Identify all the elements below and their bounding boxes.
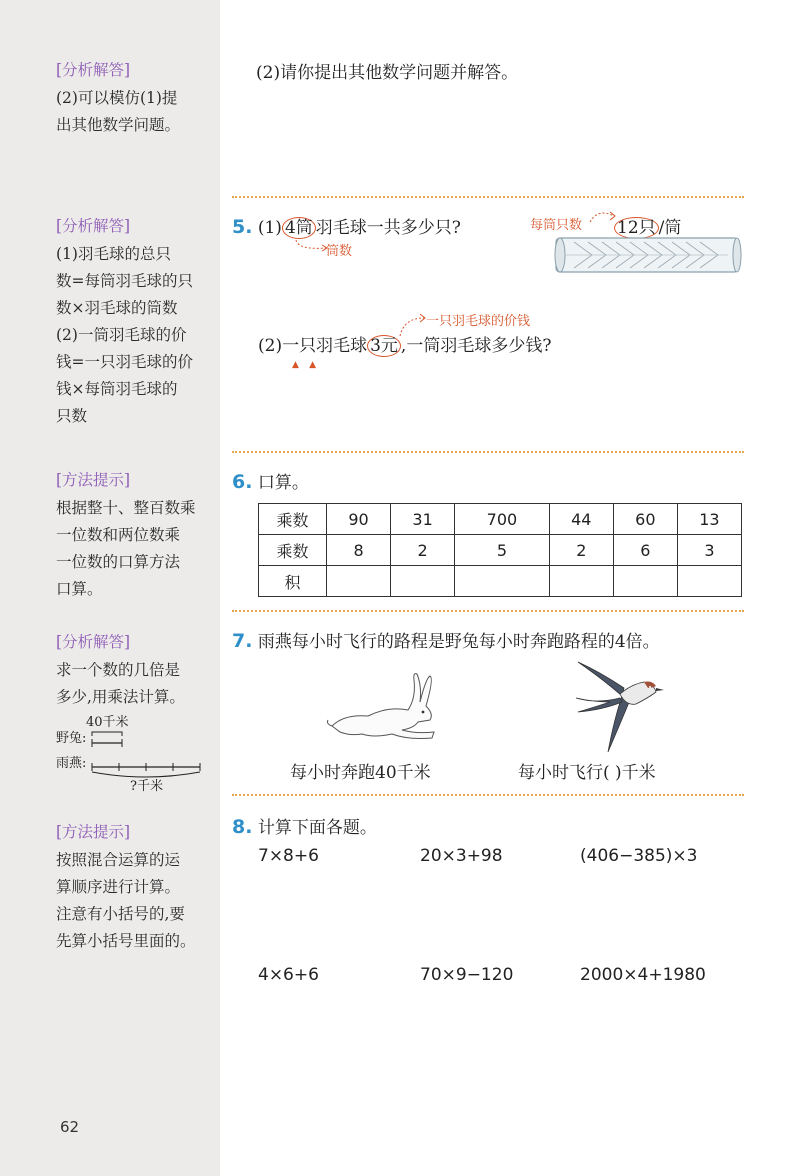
expression: 20×3+98 (420, 846, 503, 866)
sidebar-line: 口算。 (56, 580, 103, 598)
q8-number: 8. (232, 816, 253, 838)
row-header: 乘数 (259, 504, 327, 535)
q4-part2-text: (2)请你提出其他数学问题并解答。 (256, 63, 519, 83)
sidebar-line: (1)羽毛球的总只 (56, 245, 171, 263)
tube-count-circle: 12只 (614, 217, 659, 239)
sidebar-line: 算顺序进行计算。 (56, 878, 181, 896)
rabbit-caption: 每小时奔跑40千米 (290, 763, 431, 783)
emphasis-triangle: ▲ (309, 360, 317, 370)
table-row (259, 566, 742, 597)
q5-p2-question: ,一筒羽毛球多少钱? (400, 336, 552, 356)
sidebar-line: 出其他数学问题。 (56, 116, 181, 134)
q5-tube-count-circle: 4筒 (282, 217, 316, 239)
table-cell: 700 (455, 504, 550, 535)
answer-cell[interactable] (327, 566, 391, 597)
sidebar-line: 钱=一只羽毛球的价 (56, 353, 193, 371)
swallow-illustration (574, 658, 670, 754)
sidebar-line: 注意有小括号的,要 (56, 905, 185, 923)
sidebar-line: 只数 (56, 407, 88, 425)
sidebar-line: 数=每筒羽毛球的只 (56, 272, 193, 290)
q6-title: 口算。 (257, 473, 309, 493)
expression: 7×8+6 (258, 846, 319, 866)
sidebar-tag: [分析解答] (56, 61, 131, 79)
tube-unit: /筒 (658, 218, 682, 238)
shuttlecock-tube-illustration (552, 232, 742, 278)
segment-diagram (56, 712, 206, 794)
q7-heading (232, 627, 660, 652)
sidebar-line: 钱×每筒羽毛球的 (56, 380, 178, 398)
emphasis-triangle: ▲ (292, 360, 299, 370)
table-cell: 2 (391, 535, 455, 566)
diagram-bottom-label: ?千米 (130, 779, 163, 794)
table-cell: 8 (327, 535, 391, 566)
table-cell: 31 (391, 504, 455, 535)
divider (232, 610, 744, 612)
q7-text: 雨燕每小时飞行的路程是野兔每小时奔跑路程的4倍。 (257, 632, 660, 652)
sidebar-tag: [方法提示] (56, 471, 131, 489)
q6-heading (232, 468, 309, 493)
q5-number: 5. (232, 216, 253, 238)
sidebar-block-3 (56, 468, 206, 603)
sidebar-line: 根据整十、整百数乘 (56, 499, 196, 517)
sidebar-line: 按照混合运算的运 (56, 851, 181, 869)
answer-cell[interactable] (613, 566, 677, 597)
sidebar-line: 一位数的口算方法 (56, 553, 181, 571)
annotation-tubes: 筒数 (326, 244, 353, 259)
table-row (259, 535, 742, 566)
sidebar-line: 求一个数的几倍是 (56, 661, 181, 679)
swallow-caption: 每小时飞行( )千米 (518, 763, 656, 783)
table-cell: 3 (677, 535, 741, 566)
table-cell: 13 (677, 504, 741, 535)
emphasis-marks (292, 352, 316, 371)
answer-cell[interactable] (549, 566, 613, 597)
sidebar-line: 多少,用乘法计算。 (56, 688, 185, 706)
expression: (406−385)×3 (580, 846, 698, 866)
row-header: 乘数 (259, 535, 327, 566)
answer-cell[interactable] (455, 566, 550, 597)
q8-heading (232, 813, 377, 838)
q6-number: 6. (232, 471, 253, 493)
expression: 4×6+6 (258, 965, 319, 985)
diagram-top-label: 40千米 (86, 715, 129, 730)
q5-p1-prefix: (1) (257, 218, 282, 238)
q8-title: 计算下面各题。 (257, 818, 377, 838)
table-row (259, 504, 742, 535)
sidebar-line: 先算小括号里面的。 (56, 932, 196, 950)
sidebar-tag: [方法提示] (56, 823, 131, 841)
sidebar-line: 一位数和两位数乘 (56, 526, 181, 544)
table-cell: 60 (613, 504, 677, 535)
annotation-price: 一只羽毛球的价钱 (426, 314, 531, 329)
table-cell: 90 (327, 504, 391, 535)
q5-price-circle: 3元 (367, 335, 401, 357)
divider (232, 451, 744, 453)
sidebar-line: (2)可以模仿(1)提 (56, 89, 178, 107)
q5-part1 (232, 213, 461, 239)
diagram-rabbit-label: 野兔: (56, 731, 87, 746)
page-number: 62 (60, 1118, 80, 1136)
answer-cell[interactable] (391, 566, 455, 597)
row-header: 积 (259, 566, 327, 597)
q5-p2-prefix: (2)一只羽毛球 (258, 336, 368, 356)
sidebar-line: 数×羽毛球的筒数 (56, 299, 178, 317)
sidebar-block-4 (56, 630, 206, 711)
annotation-per-tube: 每筒只数 (530, 218, 583, 233)
rabbit-illustration (322, 668, 442, 748)
expression: 70×9−120 (420, 965, 514, 985)
sidebar-block-2 (56, 214, 206, 430)
sidebar (0, 0, 220, 1176)
divider (232, 196, 744, 198)
sidebar-block-1 (56, 58, 206, 139)
answer-cell[interactable] (677, 566, 741, 597)
divider (232, 794, 744, 796)
expression: 2000×4+1980 (580, 965, 706, 985)
diagram-swallow-label: 雨燕: (56, 756, 87, 771)
sidebar-tag: [分析解答] (56, 633, 131, 651)
table-cell: 6 (613, 535, 677, 566)
q7-number: 7. (232, 630, 253, 652)
sidebar-block-5 (56, 820, 206, 955)
q6-table (258, 503, 742, 597)
sidebar-tag: [分析解答] (56, 217, 131, 235)
table-cell: 44 (549, 504, 613, 535)
q5-p1-question: 羽毛球一共多少只? (315, 218, 461, 238)
sidebar-line: (2)一筒羽毛球的价 (56, 326, 187, 344)
table-cell: 5 (455, 535, 550, 566)
table-cell: 2 (549, 535, 613, 566)
